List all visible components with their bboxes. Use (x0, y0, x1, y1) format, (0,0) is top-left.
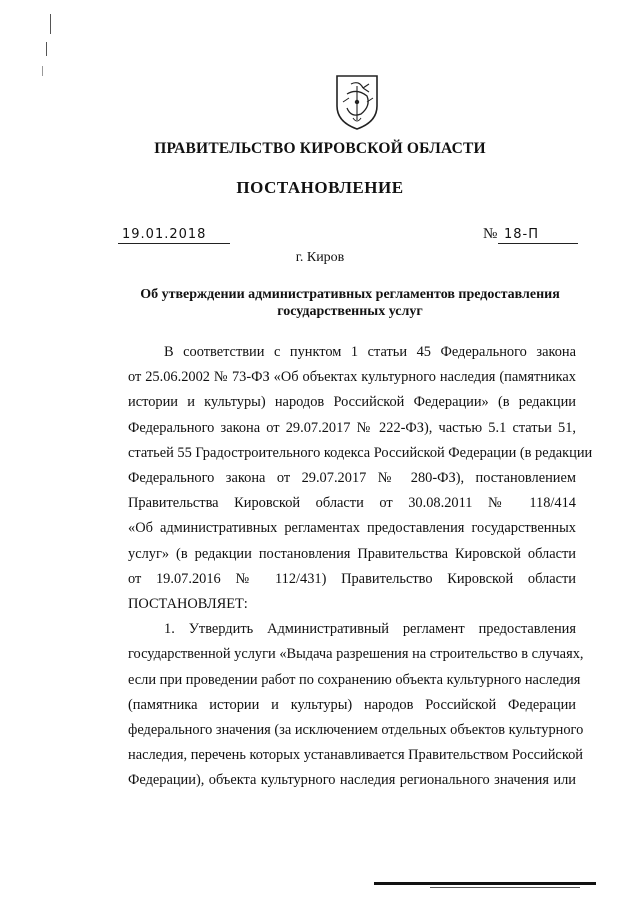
body-line: «Об административных регламентах предоставления государственных (128, 520, 576, 537)
body-line: Федерации), объекта культурного наследия регионального значения или (128, 772, 576, 789)
body-line: наследия, перечень которых устанавливается Правительством Российской (128, 747, 583, 764)
footer-rule (374, 882, 596, 885)
margin-pen-mark (46, 42, 47, 56)
body-line: Федерального закона от 29.07.2017 № 280-ФЗ), постановлением (128, 470, 576, 487)
document-heading (120, 286, 580, 320)
body-line: В соответствии с пунктом 1 статьи 45 Федерального закона (164, 344, 576, 360)
margin-pen-mark (50, 14, 51, 34)
body-line: от 19.07.2016 № 112/431) Правительство Кировской области (128, 570, 576, 587)
document-body (128, 340, 593, 794)
coat-of-arms-icon (333, 72, 381, 132)
body-line: 1. Утвердить Административный регламент предоставления (164, 621, 576, 638)
margin-pen-mark (42, 66, 43, 76)
document-type: ПОСТАНОВЛЕНИЕ (236, 178, 404, 197)
body-line: от 25.06.2002 № 73-ФЗ «Об объектах культурного наследия (памятниках (128, 369, 576, 386)
date-underline (118, 243, 230, 244)
footer-rule (430, 887, 580, 888)
number-underline (498, 243, 578, 244)
number-label: № (483, 226, 498, 242)
body-line: если при проведении работ по сохранению объекта культурного наследия (128, 671, 581, 688)
body-line: федерального значения (за исключением отдельных объектов культурного (128, 722, 584, 739)
body-line: Федерального закона от 29.07.2017 № 222-ФЗ), частью 5.1 статьи 51, (128, 419, 576, 436)
document-number: 18-П (504, 227, 540, 242)
body-line: истории и культуры) народов Российской Федерации» (в редакции (128, 394, 576, 411)
document-date: 19.01.2018 (122, 227, 207, 242)
body-line: государственной услуги «Выдача разрешения на строительство в случаях, (128, 646, 584, 663)
body-line: Правительства Кировской области от 30.08.2011 № 118/414 (128, 495, 576, 512)
resolves-line: ПОСТАНОВЛЯЕТ: (128, 596, 248, 613)
heading-line: государственных услуг (277, 304, 423, 319)
body-line: (памятника истории и культуры) народов Российской Федерации (128, 696, 576, 713)
document-city: г. Киров (295, 250, 345, 265)
government-title: ПРАВИТЕЛЬСТВО КИРОВСКОЙ ОБЛАСТИ (154, 140, 486, 157)
body-line: услуг» (в редакции постановления Правительства Кировской области (128, 545, 576, 562)
heading-line: Об утверждении административных регламентов предоставления (140, 287, 560, 302)
body-line: статьей 55 Градостроительного кодекса Российской Федерации (в редакции (128, 444, 593, 461)
